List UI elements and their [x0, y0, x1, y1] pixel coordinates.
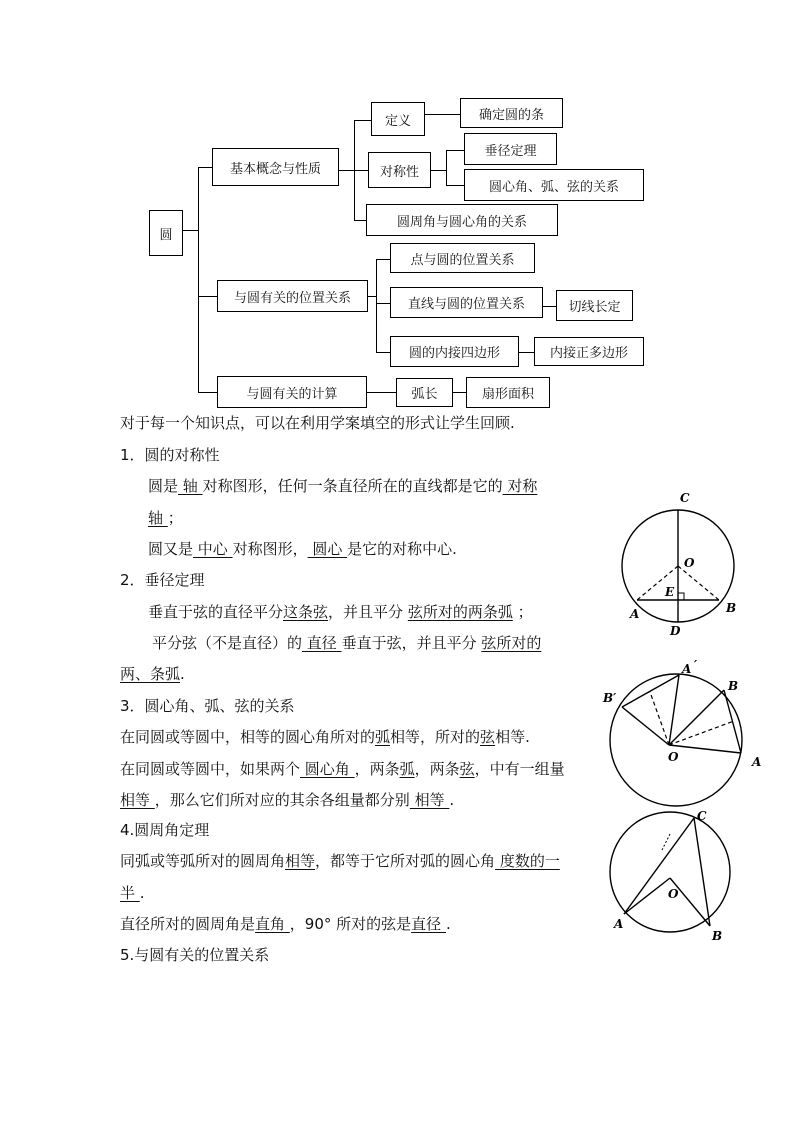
label-c: C: [680, 491, 690, 505]
label-b-prime: B′: [603, 691, 617, 705]
text: .: [449, 791, 455, 809]
answer-blank: 这条弦: [283, 603, 329, 621]
text: 对称图形，: [232, 540, 308, 558]
dashed-line: [662, 834, 670, 850]
chord-ac: [624, 818, 694, 914]
answer-blank: 两、条弧: [120, 665, 181, 683]
label-d: D: [670, 624, 681, 638]
connector: [354, 170, 368, 171]
connector: [446, 185, 464, 186]
node-basic-concepts: 基本概念与性质: [212, 148, 339, 186]
connector: [198, 296, 218, 297]
answer-blank: 度数的一: [495, 852, 560, 870]
connector: [182, 230, 198, 231]
connector: [198, 392, 218, 393]
text: 圆是: [148, 477, 179, 495]
node-point-circle: 点与圆的位置关系: [390, 243, 535, 273]
text: ；: [512, 603, 533, 621]
connector: [542, 306, 556, 307]
answer-blank: 相等: [409, 791, 450, 809]
node-central-angle-relation: 圆心角、弧、弦的关系: [464, 169, 644, 201]
answer-blank: 弦所对的两条弧: [407, 603, 513, 621]
text: ，两条: [414, 760, 460, 778]
answer-blank: 直角: [255, 915, 290, 933]
node-perpendicular-diameter: 垂径定理: [464, 133, 557, 165]
text: 圆又是: [148, 540, 194, 558]
radius-b1: [622, 707, 669, 745]
section-3-line-3: [120, 788, 454, 812]
label-o: O: [668, 887, 679, 901]
answer-blank: 相等: [120, 791, 155, 809]
text: ，那么它们所对应的其余各组量都分别: [154, 791, 410, 809]
label-b: B: [712, 929, 723, 943]
text: 相等，所对的: [390, 728, 481, 746]
answer-blank: 弦所对的: [481, 634, 542, 652]
connector: [446, 150, 447, 185]
node-inscribed-polygon: 内接正多边形: [534, 337, 644, 366]
heading: 3．圆心角、弧、弦的关系: [120, 697, 295, 715]
dashed-bisector-2: [669, 721, 734, 745]
node-definition-leaf: 确定圆的条: [460, 98, 563, 128]
text: .: [445, 915, 451, 933]
heading: 5.与圆有关的位置关系: [120, 946, 270, 964]
label-o: O: [668, 750, 679, 764]
section-3-line-2: [120, 757, 565, 781]
answer-blank: 直径: [411, 915, 446, 933]
intro-text: [120, 411, 515, 435]
node-calculations: 与圆有关的计算: [217, 376, 367, 408]
label-a-prime: A: [682, 662, 692, 676]
figure-inscribed-angle: [604, 806, 748, 946]
heading: 4.圆周角定理: [120, 821, 210, 839]
radius-a: [669, 745, 741, 753]
connector: [376, 352, 390, 353]
text: ，90° 所对的弦是: [289, 915, 412, 933]
section-5-heading: [120, 943, 269, 967]
text: 同弧或等弧所对的圆周角: [120, 852, 286, 870]
label-c: C: [697, 809, 707, 823]
text: ；: [167, 509, 183, 527]
radius-a1: [669, 675, 679, 745]
answer-blank: 弧: [375, 728, 391, 746]
section-2-line-3: [120, 662, 185, 686]
text: 直径所对的圆周角是: [120, 915, 256, 933]
section-1-line-3: [148, 537, 457, 561]
label-a: A: [614, 917, 624, 931]
connector: [198, 167, 213, 168]
label-a: A: [630, 607, 640, 621]
circle: [610, 812, 730, 932]
section-3-line-1: [120, 725, 530, 749]
section-2-heading: [120, 568, 205, 592]
node-sector-area: 扇形面积: [466, 377, 550, 408]
text: 是它的对称中心.: [347, 540, 457, 558]
concept-tree: [0, 0, 794, 420]
section-4-line-2: [120, 881, 145, 905]
answer-blank: 相等: [285, 852, 316, 870]
text: ，中有一组量: [474, 760, 565, 778]
section-2-line-2: [152, 631, 541, 655]
label-a: A: [752, 755, 762, 769]
text: 垂直于弦的直径平分: [148, 603, 284, 621]
text: ，两条: [354, 760, 400, 778]
answer-blank: 对称: [502, 477, 538, 495]
label-b: B: [726, 601, 737, 615]
text: ，并且平分: [328, 603, 408, 621]
heading: 2．垂径定理: [120, 571, 205, 589]
text: .: [180, 665, 185, 683]
section-1-line-1: [148, 474, 537, 498]
text: 相等.: [495, 728, 530, 746]
node-line-circle: 直线与圆的位置关系: [390, 287, 543, 318]
connector: [354, 120, 372, 121]
answer-blank: 圆心: [307, 540, 348, 558]
connector: [424, 114, 460, 115]
label-b: B: [728, 679, 739, 693]
node-tangent-length: 切线长定: [556, 290, 633, 321]
answer-blank: 直径: [302, 634, 342, 652]
connector: [354, 220, 366, 221]
text: 垂直于弦，并且平分: [341, 634, 482, 652]
text: 对称图形，任何一条直径所在的直线都是它的: [202, 477, 503, 495]
answer-blank: 弦: [480, 728, 496, 746]
node-inscribed-angle-relation: 圆周角与圆心角的关系: [366, 204, 558, 236]
chord-ba: [724, 690, 741, 753]
answer-blank: 圆心角: [300, 760, 355, 778]
radius-b: [669, 690, 724, 745]
text: 平分弦（不是直径）的: [152, 634, 303, 652]
connector: [430, 170, 446, 171]
node-arc-length: 弧长: [396, 378, 453, 407]
node-definition: 定义: [371, 102, 425, 136]
answer-blank: 半: [120, 884, 140, 902]
connector: [452, 392, 466, 393]
connector: [376, 303, 390, 304]
connector: [366, 392, 396, 393]
answer-blank: 弧: [399, 760, 415, 778]
section-1-heading: [120, 443, 220, 467]
section-4-heading: [120, 818, 209, 842]
text: 在同圆或等圆中，如果两个: [120, 760, 301, 778]
section-4-line-1: [120, 849, 560, 873]
section-1-line-2: [148, 506, 183, 530]
text: 在同圆或等圆中，相等的圆心角所对的: [120, 728, 376, 746]
connector: [446, 150, 464, 151]
right-angle-mark: [678, 593, 684, 600]
label-o: O: [684, 556, 695, 570]
answer-blank: 轴: [148, 509, 168, 527]
figure-central-angles: [596, 656, 768, 816]
answer-blank: 中心: [193, 540, 233, 558]
label-e: E: [665, 585, 675, 599]
node-position-relations: 与圆有关的位置关系: [217, 280, 368, 312]
node-symmetry: 对称性: [368, 152, 431, 188]
section-4-line-3: [120, 912, 451, 936]
text: .: [139, 884, 145, 902]
connector: [376, 259, 377, 352]
connector: [376, 259, 390, 260]
node-inscribed-quad: 圆的内接四边形: [390, 336, 519, 367]
connector: [518, 352, 534, 353]
figure-perpendicular-diameter: [610, 488, 770, 638]
text: ，都等于它所对弧的圆心角: [315, 852, 496, 870]
connector: [198, 167, 199, 392]
answer-blank: 弦: [459, 760, 475, 778]
label-prime: ′: [694, 658, 698, 672]
heading: 1．圆的对称性: [120, 446, 220, 464]
section-3-heading: [120, 694, 295, 718]
connector: [338, 170, 354, 171]
section-2-line-1: [148, 600, 533, 624]
answer-blank: 轴: [178, 477, 203, 495]
intro: 对于每一个知识点，可以在利用学案填空的形式让学生回顾.: [120, 414, 515, 432]
connector: [368, 296, 376, 297]
node-root: 圆: [149, 210, 183, 256]
